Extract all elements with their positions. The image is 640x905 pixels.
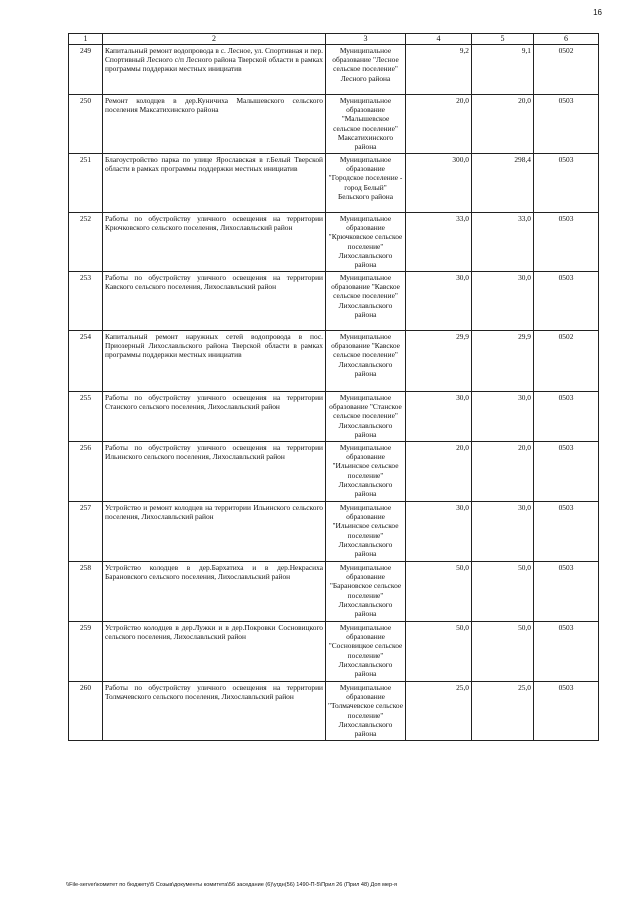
- row-number: 257: [69, 502, 103, 562]
- row-value-col4: 30,0: [406, 392, 472, 442]
- row-municipality: Муниципальное образование "Сосновицкое сельское поселение" Лихославльского района: [326, 622, 406, 682]
- row-value-col4: 29,9: [406, 331, 472, 392]
- row-value-col5: 20,0: [472, 442, 534, 502]
- row-description: Работы по обустройству уличного освещения на территории Толмачевского сельского поселения, Лихославльский район: [103, 682, 326, 741]
- row-description: Работы по обустройству уличного освещения на территории Кавского сельского поселения, Лихославльский район: [103, 272, 326, 331]
- row-value-col5: 298,4: [472, 154, 534, 213]
- row-value-col4: 300,0: [406, 154, 472, 213]
- row-value-col4: 20,0: [406, 442, 472, 502]
- row-number: 259: [69, 622, 103, 682]
- row-number: 250: [69, 95, 103, 154]
- column-header: 5: [472, 34, 534, 45]
- row-code: 0503: [534, 682, 599, 741]
- table-row: [69, 154, 599, 213]
- row-value-col4: 33,0: [406, 213, 472, 272]
- row-value-col5: 30,0: [472, 502, 534, 562]
- row-municipality: Муниципальное образование "Станское сельское поселение" Лихославльского района: [326, 392, 406, 442]
- row-municipality: Муниципальное образование "Городское поселение - город Белый" Бельского района: [326, 154, 406, 213]
- row-number: 256: [69, 442, 103, 502]
- row-description: Ремонт колодцев в дер.Куничиха Малышевского сельского поселения Максатихинского района: [103, 95, 326, 154]
- row-code: 0503: [534, 502, 599, 562]
- row-number: 252: [69, 213, 103, 272]
- row-value-col5: 29,9: [472, 331, 534, 392]
- row-number: 260: [69, 682, 103, 741]
- row-value-col4: 30,0: [406, 272, 472, 331]
- table-row: [69, 682, 599, 741]
- row-code: 0503: [534, 154, 599, 213]
- row-description: Капитальный ремонт наружных сетей водопровода в пос. Приозерный Лихославльского района Тверской области в рамках программы поддержки местных инициатив: [103, 331, 326, 392]
- row-code: 0503: [534, 442, 599, 502]
- row-value-col4: 20,0: [406, 95, 472, 154]
- row-code: 0503: [534, 392, 599, 442]
- row-value-col4: 25,0: [406, 682, 472, 741]
- column-header: 6: [534, 34, 599, 45]
- row-code: 0503: [534, 622, 599, 682]
- row-municipality: Муниципальное образование "Кавское сельское поселение" Лихославльского района: [326, 272, 406, 331]
- row-code: 0503: [534, 562, 599, 622]
- row-number: 255: [69, 392, 103, 442]
- row-municipality: Муниципальное образование "Ильинское сельское поселение" Лихославльского района: [326, 442, 406, 502]
- row-code: 0503: [534, 95, 599, 154]
- row-value-col5: 33,0: [472, 213, 534, 272]
- table-row: [69, 392, 599, 442]
- table-row: [69, 272, 599, 331]
- row-description: Капитальный ремонт водопровода в с. Лесное, ул. Спортивная и пер. Спортивный Лесного с/п Лесного района Тверской области в рамках программы поддержки местных инициатив: [103, 45, 326, 95]
- row-value-col4: 30,0: [406, 502, 472, 562]
- row-value-col5: 25,0: [472, 682, 534, 741]
- row-value-col5: 9,1: [472, 45, 534, 95]
- row-description: Устройство колодцев в дер.Лужки и в дер.Покровки Сосновицкого сельского поселения, Лихославльский район: [103, 622, 326, 682]
- row-code: 0503: [534, 272, 599, 331]
- table-row: [69, 45, 599, 95]
- row-description: Устройство колодцев в дер.Бархатиха и в дер.Некрасиха Барановского сельского поселения, Лихославльский район: [103, 562, 326, 622]
- row-value-col5: 50,0: [472, 562, 534, 622]
- row-value-col5: 20,0: [472, 95, 534, 154]
- row-value-col5: 30,0: [472, 272, 534, 331]
- row-municipality: Муниципальное образование "Толмачевское сельское поселение" Лихославльского района: [326, 682, 406, 741]
- row-value-col4: 50,0: [406, 622, 472, 682]
- row-municipality: Муниципальное образование "Крючковское сельское поселение" Лихославльского района: [326, 213, 406, 272]
- row-code: 0502: [534, 45, 599, 95]
- table-header-row: [69, 34, 599, 45]
- table-row: [69, 213, 599, 272]
- row-value-col5: 30,0: [472, 392, 534, 442]
- row-value-col4: 9,2: [406, 45, 472, 95]
- column-header: 3: [326, 34, 406, 45]
- table-row: [69, 502, 599, 562]
- table-row: [69, 622, 599, 682]
- row-number: 254: [69, 331, 103, 392]
- row-municipality: Муниципальное образование "Малышевское сельское поселение" Максатихинского района: [326, 95, 406, 154]
- row-description: Благоустройство парка по улице Ярославская в г.Белый Тверской области в рамках программы поддержки местных инициатив: [103, 154, 326, 213]
- table-row: [69, 331, 599, 392]
- row-description: Работы по обустройству уличного освещения на территории Станского сельского поселения, Лихославльский район: [103, 392, 326, 442]
- row-number: 258: [69, 562, 103, 622]
- budget-table: [68, 33, 599, 741]
- column-header: 4: [406, 34, 472, 45]
- row-number: 249: [69, 45, 103, 95]
- row-municipality: Муниципальное образование "Кавское сельское поселение" Лихославльского района: [326, 331, 406, 392]
- column-header: 2: [103, 34, 326, 45]
- row-value-col5: 50,0: [472, 622, 534, 682]
- row-municipality: Муниципальное образование "Барановское сельское поселение" Лихославльского района: [326, 562, 406, 622]
- table-row: [69, 95, 599, 154]
- row-number: 253: [69, 272, 103, 331]
- row-number: 251: [69, 154, 103, 213]
- page-number: 16: [593, 8, 602, 17]
- row-municipality: Муниципальное образование "Лесное сельское поселение" Лесного района: [326, 45, 406, 95]
- row-code: 0502: [534, 331, 599, 392]
- row-code: 0503: [534, 213, 599, 272]
- table-row: [69, 562, 599, 622]
- row-value-col4: 50,0: [406, 562, 472, 622]
- row-description: Устройство и ремонт колодцев на территории Ильинского сельского поселения, Лихославльский район: [103, 502, 326, 562]
- row-municipality: Муниципальное образование "Ильинское сельское поселение" Лихославльского района: [326, 502, 406, 562]
- footer-file-path: \\File-server\комитет по бюджету\5 Созыв\документы комитета\56 заседание (6)\угдн(56) 1490-П-5\Прил 26 (Прил 48) Доп мер-я: [66, 882, 398, 888]
- table-row: [69, 442, 599, 502]
- row-description: Работы по обустройству уличного освещения на территории Ильинского сельского поселения, Лихославльский район: [103, 442, 326, 502]
- row-description: Работы по обустройству уличного освещения на территории Крючковского сельского поселения, Лихославльский район: [103, 213, 326, 272]
- column-header: 1: [69, 34, 103, 45]
